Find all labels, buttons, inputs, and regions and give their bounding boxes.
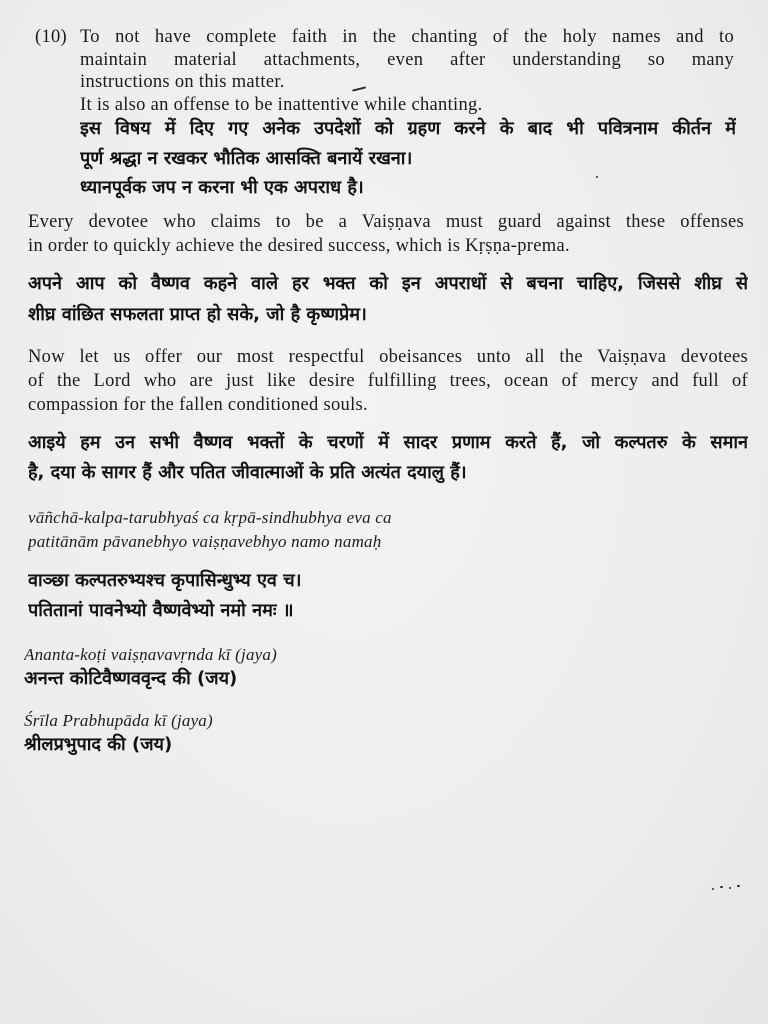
- devotee-paragraph-hindi: [28, 268, 748, 330]
- item-10-english-line: To not have complete faith in the chanting of the holy names and to: [80, 27, 734, 47]
- item-10-english: [80, 26, 734, 116]
- scan-speck: [737, 885, 740, 887]
- item-10-english-line: maintain material attachments, even after understanding so many: [80, 49, 734, 70]
- prayer-transliteration-line: vāñchā-kalpa-tarubhyaś ca kṛpā-sindhubhya eva ca: [28, 508, 392, 527]
- item-10-hindi-line: ध्यानपूर्वक जप न करना भी एक अपराध है।: [80, 177, 364, 198]
- devotee-paragraph-english: [28, 210, 744, 258]
- item-number: [35, 26, 67, 49]
- jaya-vaishnava-devanagari: [24, 666, 724, 692]
- prayer-devanagari-line: वाञ्छा कल्पतरुभ्यश्च कृपासिन्धुभ्य एव च।: [28, 570, 302, 591]
- item-10-english-line: It is also an offense to be inattentive while chanting.: [80, 94, 483, 115]
- obeisances-english-line: of the Lord who are just like desire fulfilling trees, ocean of mercy and full of: [28, 371, 748, 391]
- jaya-prabhupada-devanagari: [24, 732, 724, 758]
- jaya-transliteration-line: Śrīla Prabhupāda kī (jaya): [24, 711, 213, 730]
- obeisances-english-line: compassion for the fallen conditioned souls.: [28, 395, 368, 415]
- prayer-devanagari: [28, 566, 728, 626]
- devotee-english-line: in order to quickly achieve the desired success, which is Kṛṣṇa-prema.: [28, 236, 570, 256]
- jaya-vaishnava-transliteration: [24, 643, 724, 667]
- scan-speck: [729, 887, 731, 889]
- item-10-english-line: instructions on this matter.: [80, 72, 285, 92]
- prayer-transliteration: [28, 506, 728, 554]
- scan-speck: [720, 886, 723, 888]
- scan-speck: [712, 888, 714, 890]
- obeisances-hindi-line: है, दया के सागर हैं और पतित जीवात्माओं के प्रति अत्यंत दयालु हैं।: [28, 462, 467, 483]
- jaya-prabhupada-transliteration: [24, 709, 724, 733]
- item-10-hindi: [80, 114, 736, 203]
- obeisances-hindi-line: आइये हम उन सभी वैष्णव भक्तों के चरणों में सादर प्रणाम करते हैं, जो कल्पतरु के समान: [28, 432, 748, 453]
- item-10-hindi-line: इस विषय में दिए गए अनेक उपदेशों को ग्रहण करने के बाद भी पवित्रनाम कीर्तन में: [80, 118, 736, 139]
- obeisances-english-line: Now let us offer our most respectful obeisances unto all the Vaiṣṇava devotees: [28, 347, 748, 367]
- obeisances-paragraph-english: [28, 345, 748, 417]
- devotee-hindi-line: शीघ्र वांछित सफलता प्राप्त हो सके, जो है कृष्णप्रेम।: [28, 304, 367, 325]
- prayer-devanagari-line: पतितानां पावनेभ्यो वैष्णवेभ्यो नमो नमः ॥: [28, 600, 294, 621]
- item-10-hindi-line: पूर्ण श्रद्धा न रखकर भौतिक आसक्ति बनायें रखना।: [80, 147, 413, 169]
- devotee-hindi-line: अपने आप को वैष्णव कहने वाले हर भक्त को इन अपराधों से बचना चाहिए, जिससे शीघ्र से: [28, 273, 748, 294]
- obeisances-paragraph-hindi: [28, 428, 748, 488]
- item-number-label: (10): [35, 27, 68, 47]
- jaya-devanagari-line: अनन्त कोटिवैष्णववृन्द की (जय): [24, 668, 238, 689]
- scan-speck: [596, 176, 598, 178]
- prayer-transliteration-line: patitānām pāvanebhyo vaiṣṇavebhyo namo namaḥ: [28, 532, 382, 551]
- devotee-english-line: Every devotee who claims to be a Vaiṣṇava must guard against these offenses: [28, 212, 744, 232]
- jaya-devanagari-line: श्रीलप्रभुपाद की (जय): [24, 734, 173, 755]
- jaya-transliteration-line: Ananta-koṭi vaiṣṇavavṛnda kī (jaya): [24, 645, 277, 664]
